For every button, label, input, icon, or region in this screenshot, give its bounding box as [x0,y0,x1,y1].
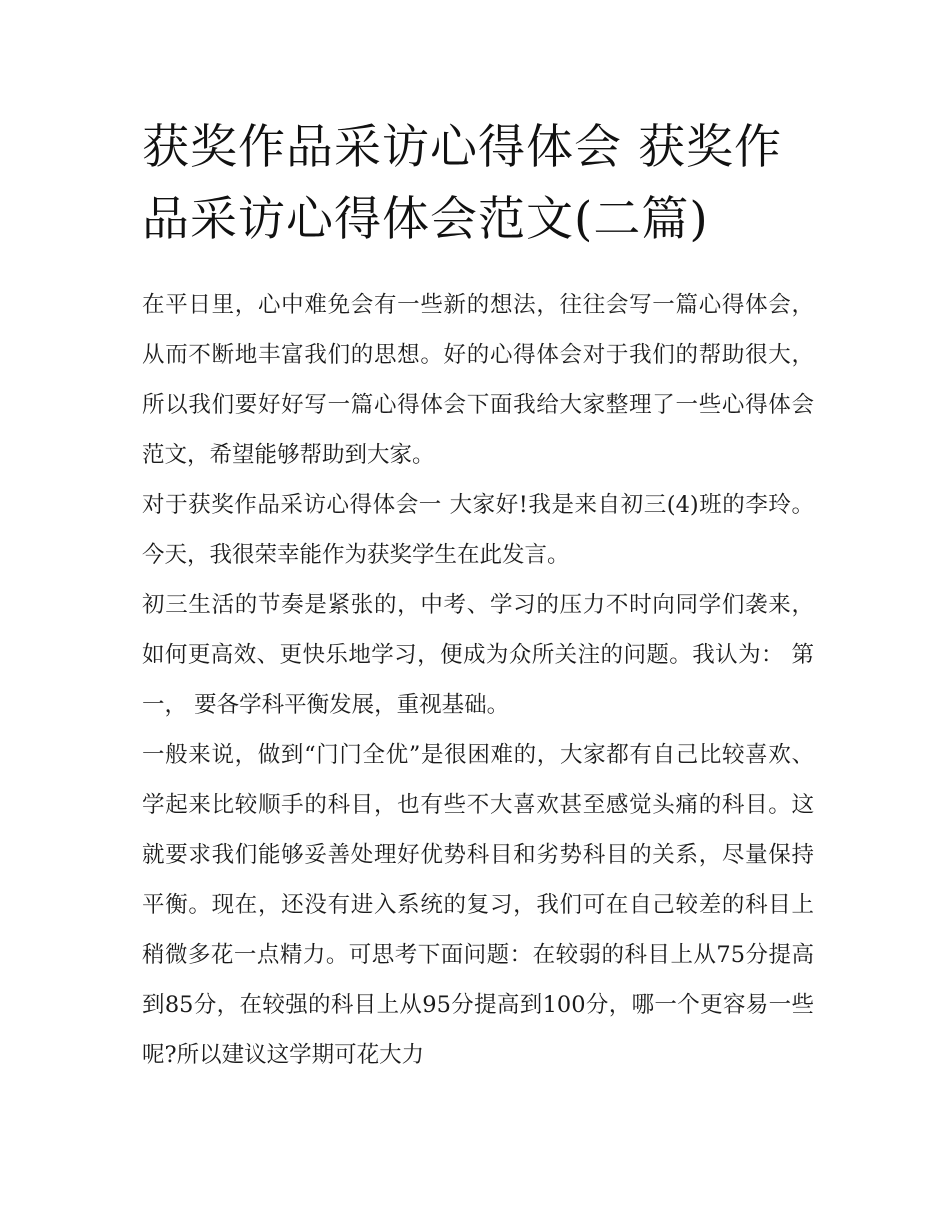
document-page [142,112,814,1080]
paragraph-study-balance: 初三生活的节奏是紧张的，中考、学习的压力不时向同学们袭来，如何更高效、更快乐地学习，便成为众所关注的问题。我认为： 第一， 要各学科平衡发展，重视基础。 [142,592,814,718]
paragraph-intro: 在平日里，心中难免会有一些新的想法，往往会写一篇心得体会，从而不断地丰富我们的思想。好的心得体会对于我们的帮助很大，所以我们要好好写一篇心得体会下面我给大家整理了一些心得体会范文，希望能够帮助到大家。 [142,292,814,468]
document-body [142,280,814,1080]
paragraph-speech-opening: 对于获奖作品采访心得体会一 大家好!我是来自初三(4)班的李玲。今天，我很荣幸能作为获奖学生在此发言。 [142,492,814,568]
paragraph-subject-advice: 一般来说，做到“门门全优”是很困难的，大家都有自己比较喜欢、学起来比较顺手的科目，也有些不大喜欢甚至感觉头痛的科目。这就要求我们能够妥善处理好优势科目和劣势科目的关系，尽量保持平衡。现在，还没有进入系统的复习，我们可在自己较差的科目上稍微多花一点精力。可思考下面问题：在较弱的科目上从75分提高到85分，在较强的科目上从95分提高到100分，哪一个更容易一些呢?所以建议这学期可花大力 [142,742,814,1068]
document-title: 获奖作品采访心得体会 获奖作品采访心得体会范文(二篇) [142,120,782,247]
